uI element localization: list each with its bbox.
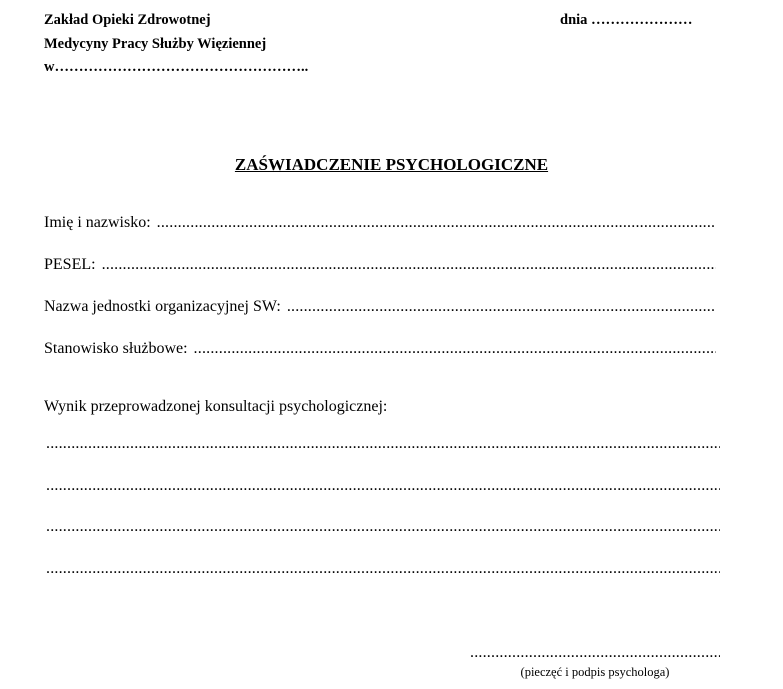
result-dotted-line-1 <box>46 437 720 451</box>
pesel-field-dotted-line <box>102 255 716 275</box>
result-dotted-line-4 <box>46 562 720 576</box>
result-dotted-line-3 <box>46 520 720 534</box>
institution-name-line2: Medycyny Pracy Służby Więziennej <box>44 36 267 52</box>
document-title-text: ZAŚWIADCZENIE PSYCHOLOGICZNE <box>234 155 549 174</box>
name-field-label: Imię i nazwisko: <box>44 214 151 231</box>
institution-name-line1: Zakład Opieki Zdrowotnej <box>44 12 211 28</box>
unit-field-label: Nazwa jednostki organizacyjnej SW: <box>44 298 281 315</box>
position-field <box>44 339 716 359</box>
institution-location-line: w…………………………………………….. <box>44 59 309 75</box>
unit-field-dotted-line <box>287 297 716 317</box>
signature-caption: (pieczęć i podpis psychologa) <box>520 665 670 679</box>
signature-dotted-line <box>470 646 720 660</box>
pesel-field-label: PESEL: <box>44 256 96 273</box>
pesel-field <box>44 255 716 275</box>
name-field-dotted-line <box>157 213 716 233</box>
date-field: dnia ………………… <box>560 12 693 28</box>
document-title <box>0 155 783 175</box>
result-section-label: Wynik przeprowadzonej konsultacji psychologicznej: <box>44 398 388 415</box>
position-field-dotted-line <box>194 339 716 359</box>
unit-field <box>44 297 716 317</box>
name-field <box>44 213 716 233</box>
result-dotted-line-2 <box>46 479 720 493</box>
position-field-label: Stanowisko służbowe: <box>44 340 188 357</box>
